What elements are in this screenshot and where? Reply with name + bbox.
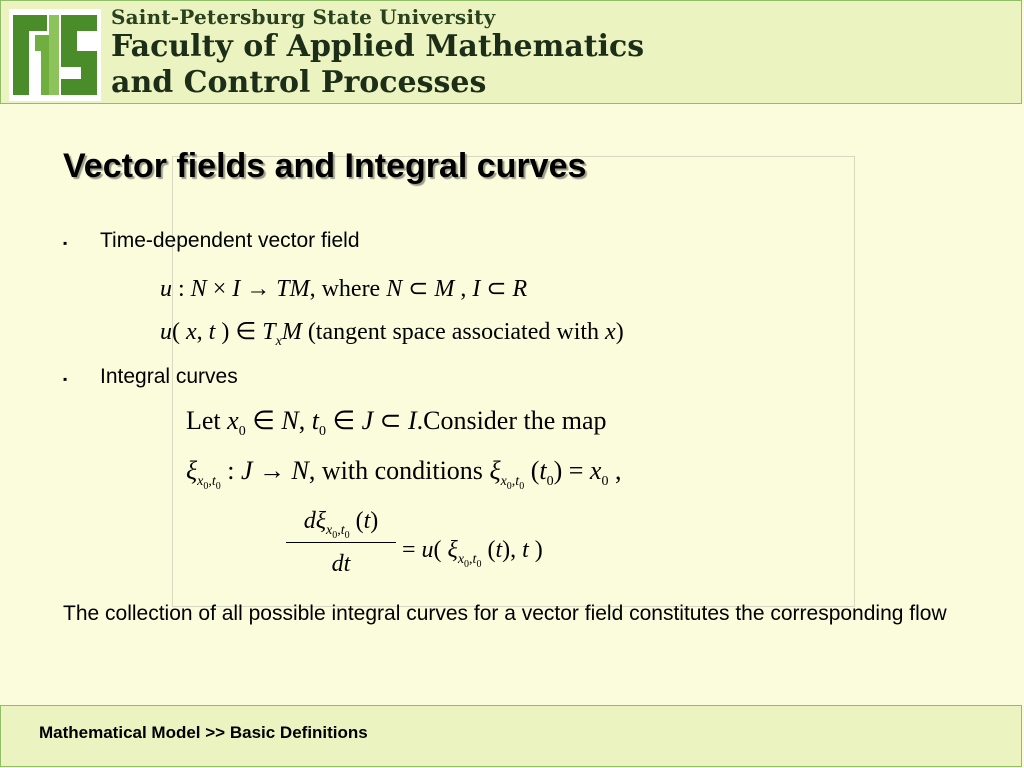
faculty-name-line2: and Control Processes: [111, 65, 487, 100]
bullet-marker: ▪: [63, 372, 68, 386]
formula-vector-field-map: u : N × I → TM, where N ⊂ M , I ⊂ R: [160, 276, 528, 302]
conclusion-text: The collection of all possible integral curves for a vector field constitutes the corresponding flow: [63, 602, 947, 625]
formula-map-conditions: $\xi_{x_0,t_0}$ : J → N, with conditions $\xi_{x_0,t_0}$ $(t_0) = x_0$ ,: [186, 456, 622, 492]
footer-bar: [0, 705, 1022, 767]
university-logo: [9, 9, 101, 101]
bullet-integral-curves: Integral curves: [100, 365, 238, 388]
formula-let-x0: Let $x_0$ ∈ N, $t_0$ ∈ J ⊂ I.Consider the map: [186, 406, 607, 439]
faculty-name-line1: Faculty of Applied Mathematics: [111, 29, 645, 64]
formula-derivative-rhs: = u( $\xi_{x_0,t_0}$ (t), t ): [402, 537, 543, 570]
slide-title: Vector fields and Integral curves: [63, 147, 587, 185]
bullet-time-dependent: Time-dependent vector field: [100, 229, 360, 252]
header-banner: [0, 0, 1022, 104]
bullet-marker: ▪: [63, 236, 68, 250]
footer-breadcrumb: Mathematical Model >> Basic Definitions: [39, 723, 368, 742]
formula-tangent-space: u( x, t ) ∈ $T_xM$ (tangent space associated with x): [160, 319, 624, 349]
formula-derivative-fraction: $d\xi_{x_0,t_0}$ (t) dt: [286, 508, 396, 578]
university-name: Saint-Petersburg State University: [111, 5, 496, 29]
